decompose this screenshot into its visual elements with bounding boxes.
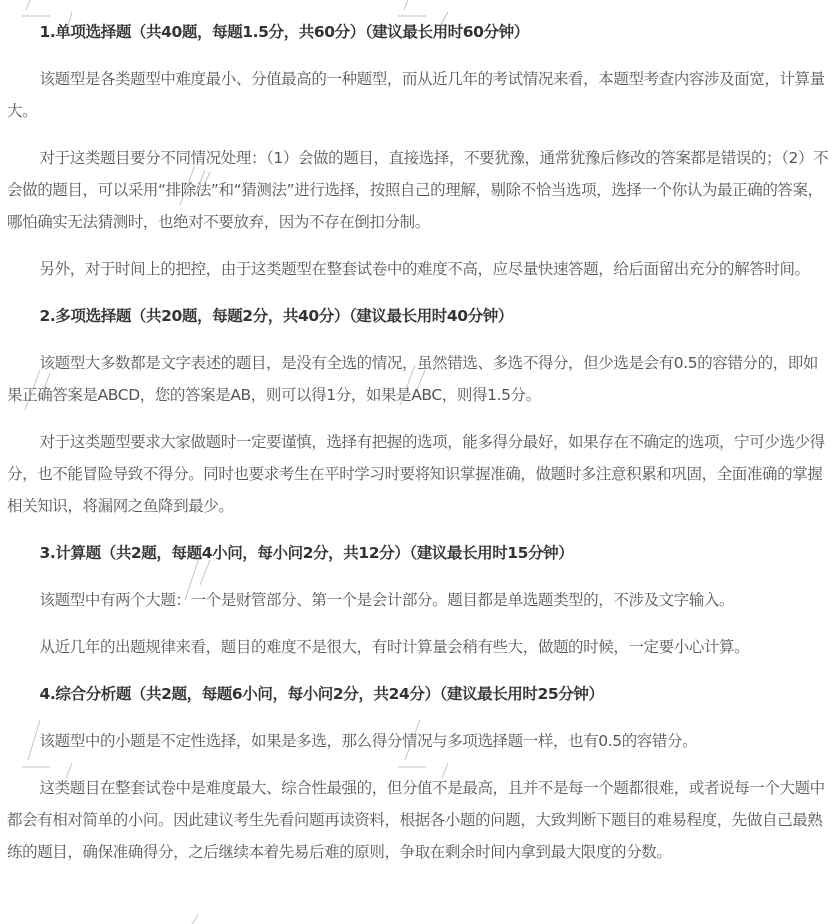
paragraph: 该题型中的小题是不定性选择，如果是多选，那么得分情况与多项选择题一样，也有0.5的容错分。 bbox=[39, 732, 698, 750]
section-heading-1: 1.单项选择题（共40题，每题1.5分，共60分）（建议最长用时60分钟） bbox=[39, 23, 529, 41]
paragraph: 该题型中有两个大题：一个是财管部分、第一个是会计部分。题目都是单选题类型的，不涉及文字输入。 bbox=[39, 591, 735, 609]
paragraph: 该题型大多数都是文字表述的题目，是没有全选的情况，虽然错选、多选不得分，但少选是会有0.5的容错分的，即如果正确答案是ABCD，您的答案是AB，则可以得1分，如果是ABC，则得1.5分。 bbox=[7, 354, 819, 404]
paragraph: 从近几年的出题规律来看，题目的难度不是很大，有时计算量会稍有些大，做题的时候，一定要小心计算。 bbox=[39, 638, 750, 656]
paragraph: 这类题目在整套试卷中是难度最大、综合性最强的，但分值不是最高，且并不是每一个题都很难，或者说每一个大题中都会有相对简单的小问。因此建议考生先看问题再读资料，根据各小题的问题，大致判断下题目的难易程度，先做自己最熟练的题目，确保准确得分，之后继续本着先易后难的原则，争取在剩余时间内拿到最大限度的分数。 bbox=[7, 779, 825, 861]
section-heading-2: 2.多项选择题（共20题，每题2分，共40分）（建议最长用时40分钟） bbox=[39, 307, 513, 325]
paragraph: 对于这类题目要分不同情况处理：（1）会做的题目，直接选择，不要犹豫，通常犹豫后修改的答案都是错误的；（2）不会做的题目，可以采用“排除法”和“猜测法”进行选择，按照自己的理解，剔除不恰当选项，选择一个你认为最正确的答案，哪怕确实无法猜测时，也绝对不要放弃，因为不存在倒扣分制。 bbox=[7, 149, 829, 231]
section-heading-4: 4.综合分析题（共2题，每题6小问，每小问2分，共24分）（建议最长用时25分钟） bbox=[39, 685, 604, 703]
article-body bbox=[7, 16, 831, 883]
paragraph: 对于这类题型要求大家做题时一定要谨慎，选择有把握的选项，能多得分最好，如果存在不确定的选项，宁可少选少得分，也不能冒险导致不得分。同时也要求考生在平时学习时要将知识掌握准确，做题时多注意积累和巩固，全面准确的掌握相关知识，将漏网之鱼降到最少。 bbox=[7, 433, 825, 515]
section-heading-3: 3.计算题（共2题，每题4小问，每小问2分，共12分）（建议最长用时15分钟） bbox=[39, 544, 574, 562]
paragraph: 该题型是各类题型中难度最小、分值最高的一种题型，而从近几年的考试情况来看，本题型考查内容涉及面宽，计算量大。 bbox=[7, 70, 825, 120]
paragraph: 另外，对于时间上的把控，由于这类题型在整套试卷中的难度不高，应尽量快速答题，给后面留出充分的解答时间。 bbox=[39, 260, 810, 278]
